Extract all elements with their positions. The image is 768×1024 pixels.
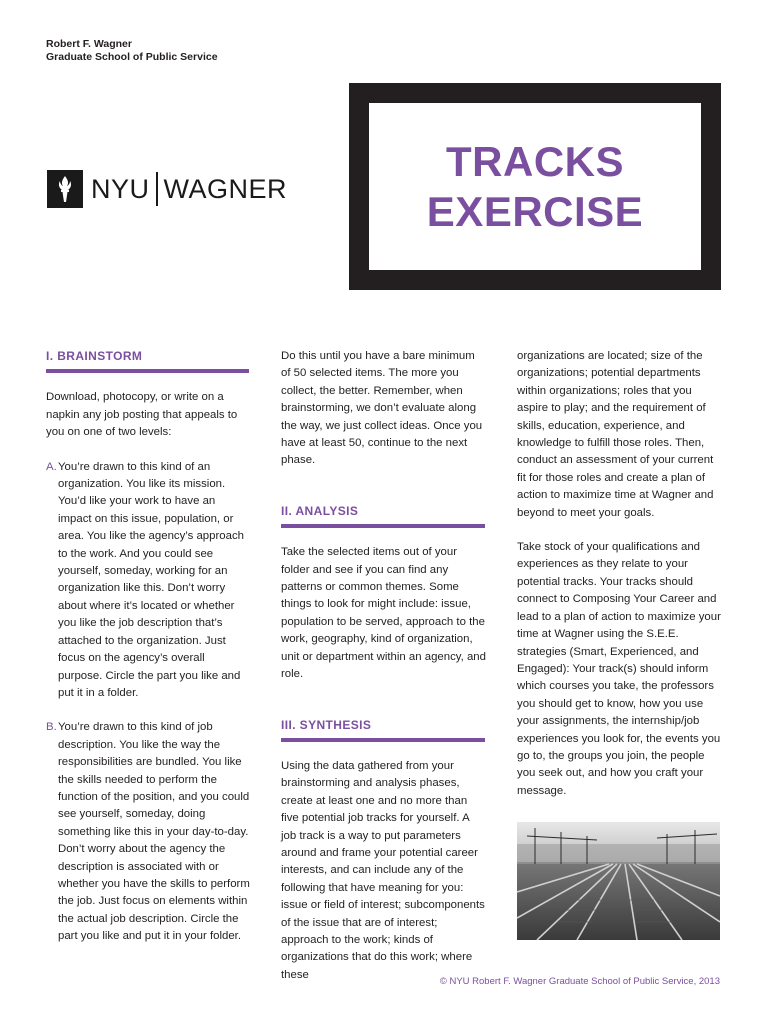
synthesis-continued: organizations are located; size of the organizations; potential departments within organizations; roles that you aspire to play; and the requirement of skills, education, experience, and knowledge to fulfill those roles. Then, conduct an assessment of your current fit for those roles and create a plan of action to maximize time at Wagner and beyond to meet your goals. — [517, 350, 714, 519]
logo-divider — [156, 172, 158, 206]
synthesis-text: Using the data gathered from your brainstorming and analysis phases, create at least one and no more than five potential job tracks for yourself. A job track is a way to put parameters around and frame your potential career interests, and can include any of the following that have meaning for you: issue or field of interest; subcomponents of the issue that are of interest; approach to the work; kinds of organizations that do this work; where these — [281, 759, 485, 981]
section-heading-synthesis: III. SYNTHESIS — [281, 717, 485, 742]
school-name-line2: Graduate School of Public Service — [46, 51, 218, 63]
item-marker-b: B. — [46, 721, 57, 734]
logo-nyu: NYU — [91, 173, 150, 204]
brainstorm-intro: Download, photocopy, or write on a napkin any job posting that appeals to you on one of two levels: — [46, 391, 238, 439]
list-item — [46, 459, 251, 703]
item-text-a: You’re drawn to this kind of an organization. You like its mission. You’d like your work to have an impact on this issue, population, or area. You like the agency’s approach to the work. And you could see yourself, someday, working for an organization like this. Don’t worry about where it’s located or whether you like the job description that’s attached to the organization. Just focus on the agency’s overall purpose. Circle the part you like and put it in a folder. — [58, 460, 244, 699]
brainstorm-continued: Do this until you have a bare minimum of 50 selected items. The more you collect, the better. Remember, when brainstorming, we don’t evaluate along the way, we just collect ideas. Once you have at least 50, continue to the next phase. — [281, 350, 483, 467]
school-name — [46, 38, 218, 64]
school-name-line1: Robert F. Wagner — [46, 38, 132, 50]
synthesis-closing: Take stock of your qualifications and experiences as they relate to your potential tracks. Your tracks should connect to Composing Your Career and lead to a plan of action to maximize your time at Wagner using the S.E.E. strategies (Smart, Experienced, and Engaged): Your track(s) should inform which courses you take, the professors you should get to know, how you use your assignments, the internship/job experiences you look for, the events you go to, the groups you join, the people you seek out, and how you craft your message. — [517, 541, 721, 797]
column-1 — [46, 348, 251, 963]
column-2 — [281, 348, 486, 1001]
torch-icon — [47, 170, 83, 208]
nyu-wagner-logo — [47, 170, 287, 208]
title-frame — [349, 83, 721, 290]
railroad-tracks-photo — [517, 822, 720, 940]
list-item — [46, 719, 251, 945]
section-heading-analysis: II. ANALYSIS — [281, 503, 485, 528]
item-text-b: You’re drawn to this kind of job description. You like the way the responsibilities are bundled. You like the skills needed to perform the function of the position, and you could see yourself, someday, doing something like this in your day-to-day. Don’t worry about the agency the description is associated with or whether you have the skills to perform the job. Just focus on elements within the actual job description. Circle the part you like and put it in your folder. — [58, 721, 250, 943]
analysis-text: Take the selected items out of your folder and see if you can find any patterns or common themes. Some things to look for might include: issue, population to be served, approach to the work, geography, kind of organization, unit or department within an agency, and role. — [281, 546, 486, 681]
item-marker-a: A. — [46, 460, 57, 473]
title-line-2: EXERCISE — [426, 187, 644, 235]
title-line-1: TRACKS — [446, 137, 624, 185]
section-heading-brainstorm: I. BRAINSTORM — [46, 348, 249, 373]
title-panel — [369, 103, 701, 270]
copyright-footer: © NYU Robert F. Wagner Graduate School of Public Service, 2013 — [439, 976, 720, 987]
logo-wagner: WAGNER — [163, 173, 288, 204]
column-3 — [517, 348, 722, 817]
